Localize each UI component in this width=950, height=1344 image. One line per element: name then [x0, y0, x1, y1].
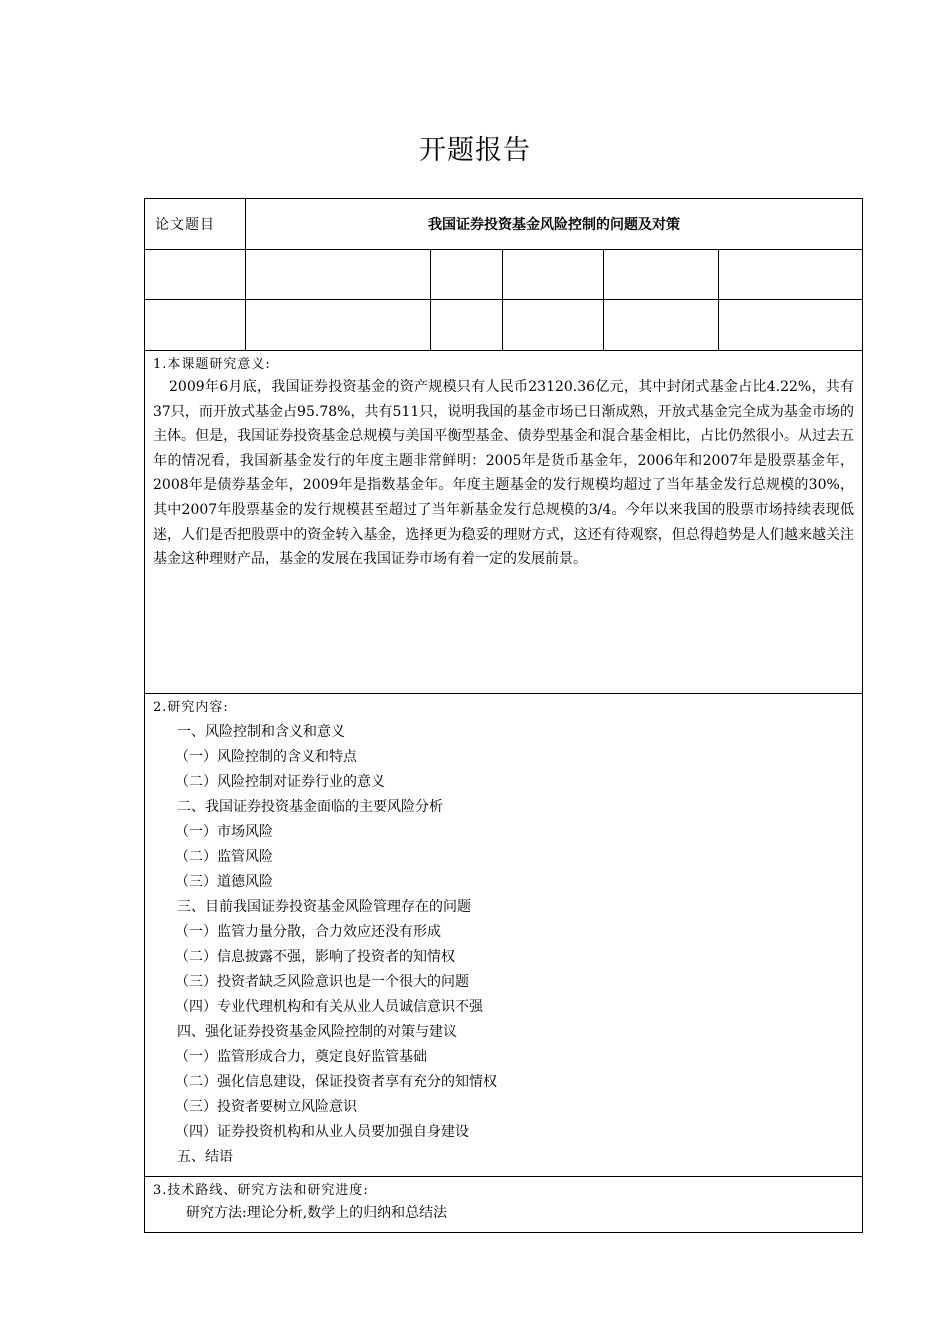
blank-cell [431, 300, 503, 351]
outline-item: 四、强化证券投资基金风险控制的对策与建议 [177, 1024, 457, 1040]
outline-item: 二、我国证券投资基金面临的主要风险分析 [177, 799, 443, 815]
outline-subitem: （四）证券投资机构和从业人员要加强自身建设 [175, 1124, 469, 1140]
outline-subitem: （一）监管力量分散，合力效应还没有形成 [175, 924, 441, 940]
outline-subitem: （一）市场风险 [175, 824, 273, 840]
outline-subitem: （三）道德风险 [175, 874, 273, 890]
research-method: 研究方法:理论分析,数学上的归纳和总结法 [186, 1205, 448, 1221]
blank-cell [604, 250, 719, 300]
outline-subitem: （四）专业代理机构和有关从业人员诚信意识不强 [175, 999, 483, 1015]
section-method-row [145, 1177, 863, 1233]
outline-item: 一、风险控制和含义和意义 [177, 724, 345, 740]
blank-cell [145, 300, 246, 351]
thesis-title: 我国证券投资基金风险控制的问题及对策 [246, 199, 863, 250]
outline-subitem: （三）投资者缺乏风险意识也是一个很大的问题 [175, 974, 469, 990]
blank-cell [719, 300, 863, 351]
thesis-title-label: 论文题目 [145, 199, 246, 250]
blank-row [145, 300, 863, 351]
thesis-title-row [145, 199, 863, 250]
section-content [145, 694, 863, 1177]
outline-subitem: （三）投资者要树立风险意识 [175, 1099, 357, 1115]
significance-paragraph: 2009年6月底，我国证券投资基金的资产规模只有人民币23120.36亿元，其中封闭式基金占比4.22%，共有37只，而开放式基金占95.78%，共有511只，说明我国的基金市场已日渐成熟，开放式基金完全成为基金市场的主体。但是，我国证券投资基金总规模与美国平衡型基金、债券型基金和混合基金相比，占比仍然很小。从过去五年的情况看，我国新基金发行的年度主题非常鲜明：2005年是货币基金年，2006年和2007年是股票基金年，2008年是债券基金年，2009年是指数基金年。年度主题基金的发行规模均超过了当年基金发行总规模的30%，其中2007年股票基金的发行规模甚至超过了当年新基金发行总规模的3/4。今年以来我国的股票市场持续表现低迷，人们是否把股票中的资金转入基金，选择更为稳妥的理财方式，这还有待观察，但总得趋势是人们越来越关注基金这种理财产品，基金的发展在我国证券市场有着一定的发展前景。 [153, 379, 855, 568]
blank-cell [246, 250, 431, 300]
outline-subitem: （二）监管风险 [175, 849, 273, 865]
blank-cell [719, 250, 863, 300]
section-significance [145, 351, 863, 694]
outline-subitem: （一）监管形成合力，奠定良好监管基础 [175, 1049, 427, 1065]
section-content-row [145, 694, 863, 1177]
outline-subitem: （二）信息披露不强，影响了投资者的知情权 [175, 949, 455, 965]
outline-subitem: （一）风险控制的含义和特点 [175, 749, 357, 765]
section-method [145, 1177, 863, 1233]
section-significance-row [145, 351, 863, 694]
outline-item: 五、结语 [177, 1149, 233, 1165]
outline-subitem: （二）风险控制对证券行业的意义 [175, 774, 385, 790]
outline-item: 三、目前我国证券投资基金风险管理存在的问题 [177, 899, 471, 915]
section-significance-heading: 1.本课题研究意义: [153, 357, 271, 372]
blank-cell [604, 300, 719, 351]
research-outline [153, 720, 854, 1170]
blank-cell [246, 300, 431, 351]
blank-cell [503, 250, 604, 300]
proposal-table [144, 198, 863, 1233]
page-title: 开题报告 [419, 135, 531, 166]
outline-subitem: （二）强化信息建设，保证投资者享有充分的知情权 [175, 1074, 497, 1090]
section-method-heading: 3.技术路线、研究方法和研究进度: [153, 1183, 369, 1198]
section-content-heading: 2.研究内容: [153, 700, 229, 715]
blank-cell [503, 300, 604, 351]
blank-cell [145, 250, 246, 300]
blank-row [145, 250, 863, 300]
blank-cell [431, 250, 503, 300]
